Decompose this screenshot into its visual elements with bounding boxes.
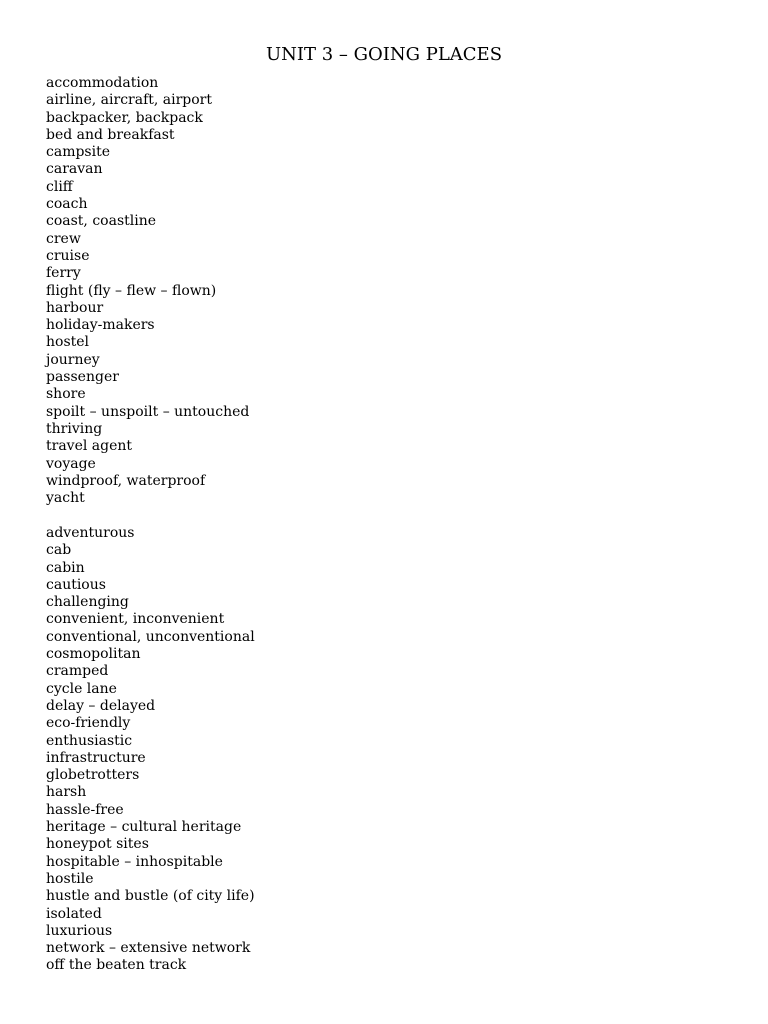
vocabulary-item: isolated — [46, 905, 102, 922]
vocabulary-item: adventurous — [46, 525, 135, 541]
vocabulary-item: accommodation — [46, 75, 159, 91]
vocabulary-item: off the beaten track — [46, 957, 187, 974]
vocabulary-item: cliff — [46, 178, 73, 195]
vocabulary-item: enthusiastic — [46, 732, 133, 749]
vocabulary-item: hospitable – inhospitable — [46, 853, 223, 870]
vocabulary-item: challenging — [46, 594, 129, 611]
vocabulary-item: cramped — [46, 663, 109, 680]
vocabulary-item: harbour — [46, 299, 104, 316]
vocabulary-item: luxurious — [46, 922, 113, 939]
vocabulary-item: flight (fly – flew – flown) — [46, 282, 217, 299]
vocabulary-item: eco-friendly — [46, 715, 131, 732]
vocabulary-item: honeypot sites — [46, 836, 149, 853]
page-title: UNIT 3 – GOING PLACES — [265, 44, 503, 65]
vocabulary-item: heritage – cultural heritage — [46, 819, 242, 836]
vocabulary-item: cosmopolitan — [46, 646, 141, 663]
vocabulary-item: thriving — [46, 420, 103, 437]
vocabulary-item: coach — [46, 196, 88, 213]
vocabulary-item: convenient, inconvenient — [46, 611, 225, 628]
vocabulary-item: passenger — [46, 369, 119, 386]
vocabulary-item: ferry — [46, 265, 81, 282]
vocabulary-item: network – extensive network — [46, 940, 251, 957]
vocabulary-item: infrastructure — [46, 749, 146, 766]
vocabulary-list-1 — [46, 75, 249, 507]
vocabulary-item: hustle and bustle (of city life) — [46, 888, 255, 905]
vocabulary-item: cautious — [46, 576, 106, 593]
vocabulary-item: cycle lane — [46, 680, 117, 697]
vocabulary-item: harsh — [46, 784, 87, 801]
vocabulary-item: shore — [46, 386, 86, 403]
vocabulary-item: cab — [46, 542, 72, 559]
vocabulary-item: bed and breakfast — [46, 126, 175, 143]
vocabulary-item: crew — [46, 230, 81, 247]
vocabulary-item: cabin — [46, 559, 85, 576]
vocabulary-item: journey — [46, 351, 100, 368]
vocabulary-item: hassle-free — [46, 801, 124, 818]
vocabulary-item: spoilt – unspoilt – untouched — [46, 403, 250, 420]
vocabulary-item: holiday-makers — [46, 317, 155, 334]
vocabulary-item: coast, coastline — [46, 213, 157, 230]
vocabulary-item: conventional, unconventional — [46, 628, 255, 645]
vocabulary-item: backpacker, backpack — [46, 109, 203, 126]
vocabulary-item: yacht — [46, 490, 85, 507]
vocabulary-item: travel agent — [46, 438, 133, 455]
vocabulary-item: cruise — [46, 247, 90, 264]
vocabulary-item: voyage — [46, 455, 96, 472]
vocabulary-list-2 — [46, 525, 255, 975]
vocabulary-item: airline, aircraft, airport — [46, 92, 213, 109]
vocabulary-item: hostel — [46, 334, 90, 351]
vocabulary-item: globetrotters — [46, 767, 140, 784]
vocabulary-item: campsite — [46, 144, 110, 161]
vocabulary-item: caravan — [46, 161, 103, 178]
vocabulary-item: hostile — [46, 870, 94, 887]
vocabulary-item: windproof, waterproof — [46, 472, 206, 489]
vocabulary-item: delay – delayed — [46, 697, 156, 714]
